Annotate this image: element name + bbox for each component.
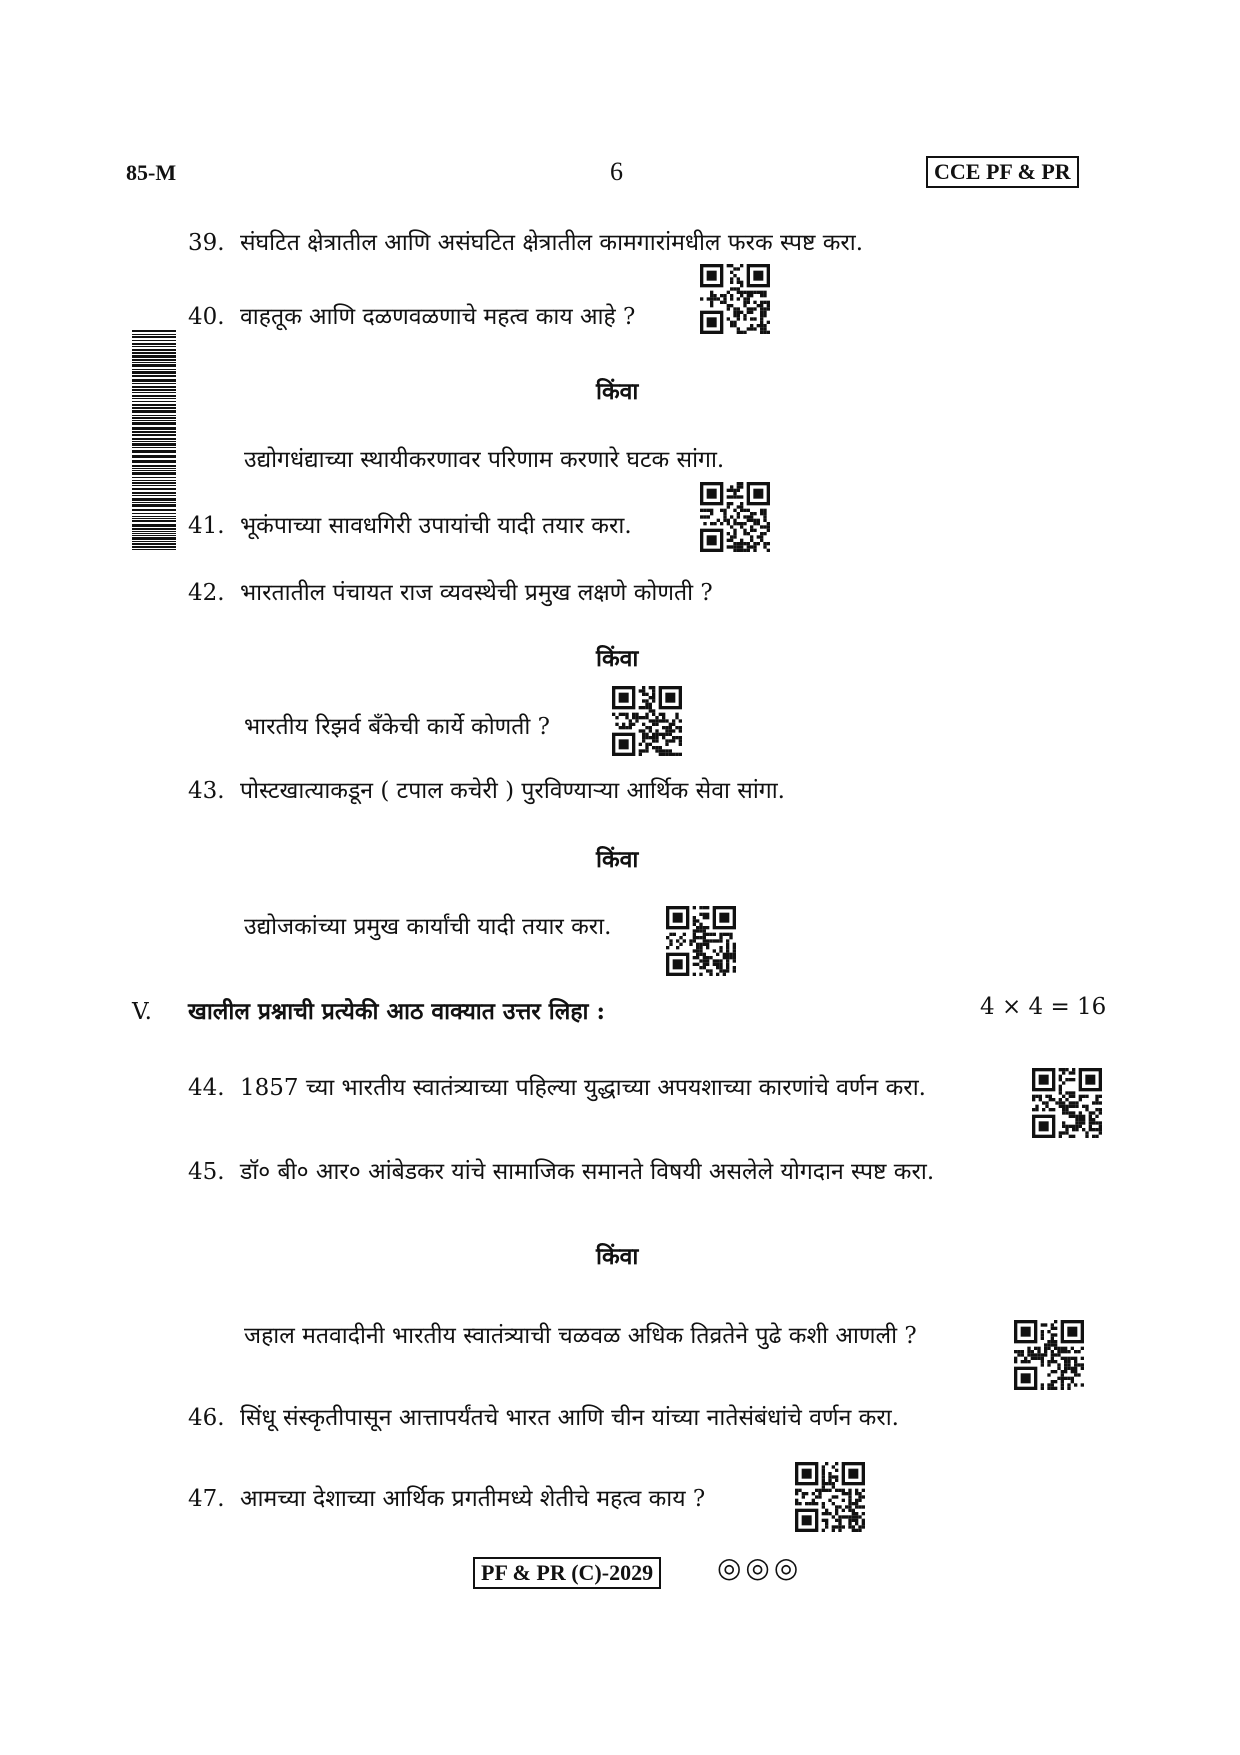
question-number: 45.: [188, 1159, 225, 1185]
qr-code-icon[interactable]: [1032, 1068, 1102, 1138]
barcode-icon: [132, 330, 176, 550]
question-text: संघटित क्षेत्रातील आणि असंघटित क्षेत्रातील कामगारांमधील फरक स्पष्ट करा.: [240, 230, 864, 256]
question-text: 1857 च्या भारतीय स्वातंत्र्याच्या पहिल्या युद्धाच्या अपयशाच्या कारणांचे वर्णन करा.: [240, 1075, 926, 1101]
question-45-alternative: जहाल मतवादीनी भारतीय स्वातंत्र्याची चळवळ अधिक तिव्रतेने पुढे कशी आणली ?: [244, 1323, 917, 1349]
section-marks: 4 × 4 = 16: [980, 994, 1107, 1020]
qr-code-icon[interactable]: [700, 264, 770, 334]
qr-code-icon[interactable]: [612, 686, 682, 756]
question-text: वाहतूक आणि दळणवळणाचे महत्व काय आहे ?: [240, 304, 636, 330]
question-text: पोस्टखात्याकडून ( टपाल कचेरी ) पुरविण्याऱ्या आर्थिक सेवा सांगा.: [240, 778, 785, 804]
footer-paper-code: PF & PR (C)-2029: [473, 1557, 661, 1589]
question-number: 41.: [188, 513, 225, 539]
qr-code-icon[interactable]: [666, 906, 736, 976]
question-41: [188, 511, 632, 541]
question-number: 40.: [188, 304, 225, 330]
end-mark: ◎◎◎: [717, 1551, 803, 1584]
question-number: 46.: [188, 1405, 225, 1431]
question-39: [188, 228, 863, 258]
page-number: 6: [610, 157, 623, 186]
qr-code-icon[interactable]: [1014, 1320, 1084, 1390]
question-number: 44.: [188, 1075, 225, 1101]
section-number: V.: [132, 999, 152, 1025]
or-label: किंवा: [596, 378, 639, 405]
question-number: 39.: [188, 230, 225, 256]
section-title: खालील प्रश्नाची प्रत्येकी आठ वाक्यात उत्तर लिहा :: [188, 998, 605, 1025]
question-45: [188, 1157, 934, 1187]
question-40-alternative: उद्योगधंद्याच्या स्थायीकरणावर परिणाम करणारे घटक सांगा.: [244, 447, 725, 473]
question-42-alternative: भारतीय रिझर्व बॅंकेची कार्ये कोणती ?: [244, 714, 551, 740]
question-46: [188, 1403, 899, 1433]
question-number: 42.: [188, 580, 225, 606]
question-47: [188, 1484, 705, 1514]
qr-code-icon[interactable]: [795, 1462, 865, 1532]
question-text: सिंधू संस्कृतीपासून आत्तापर्यंतचे भारत आणि चीन यांच्या नातेसंबंधांचे वर्णन करा.: [240, 1405, 899, 1431]
or-label: किंवा: [596, 846, 639, 873]
question-text: डॉ० बी० आर० आंबेडकर यांचे सामाजिक समानते विषयी असलेले योगदान स्पष्ट करा.: [240, 1159, 935, 1185]
paper-tag: CCE PF & PR: [926, 156, 1079, 188]
or-label: किंवा: [596, 1243, 639, 1270]
or-label: किंवा: [596, 645, 639, 672]
question-44: [188, 1073, 926, 1103]
question-text: भूकंपाच्या सावधगिरी उपायांची यादी तयार करा.: [240, 513, 632, 539]
question-43-alternative: उद्योजकांच्या प्रमुख कार्यांची यादी तयार करा.: [244, 914, 612, 940]
question-text: भारतातील पंचायत राज व्यवस्थेची प्रमुख लक्षणे कोणती ?: [240, 580, 713, 606]
qr-code-icon[interactable]: [700, 482, 770, 552]
paper-code: 85-M: [126, 160, 177, 185]
question-43: [188, 776, 785, 806]
question-number: 47.: [188, 1486, 225, 1512]
question-42: [188, 578, 713, 608]
section-heading: [132, 994, 605, 1026]
question-text: आमच्या देशाच्या आर्थिक प्रगतीमध्ये शेतीचे महत्व काय ?: [240, 1486, 706, 1512]
question-40: [188, 302, 635, 332]
question-number: 43.: [188, 778, 225, 804]
